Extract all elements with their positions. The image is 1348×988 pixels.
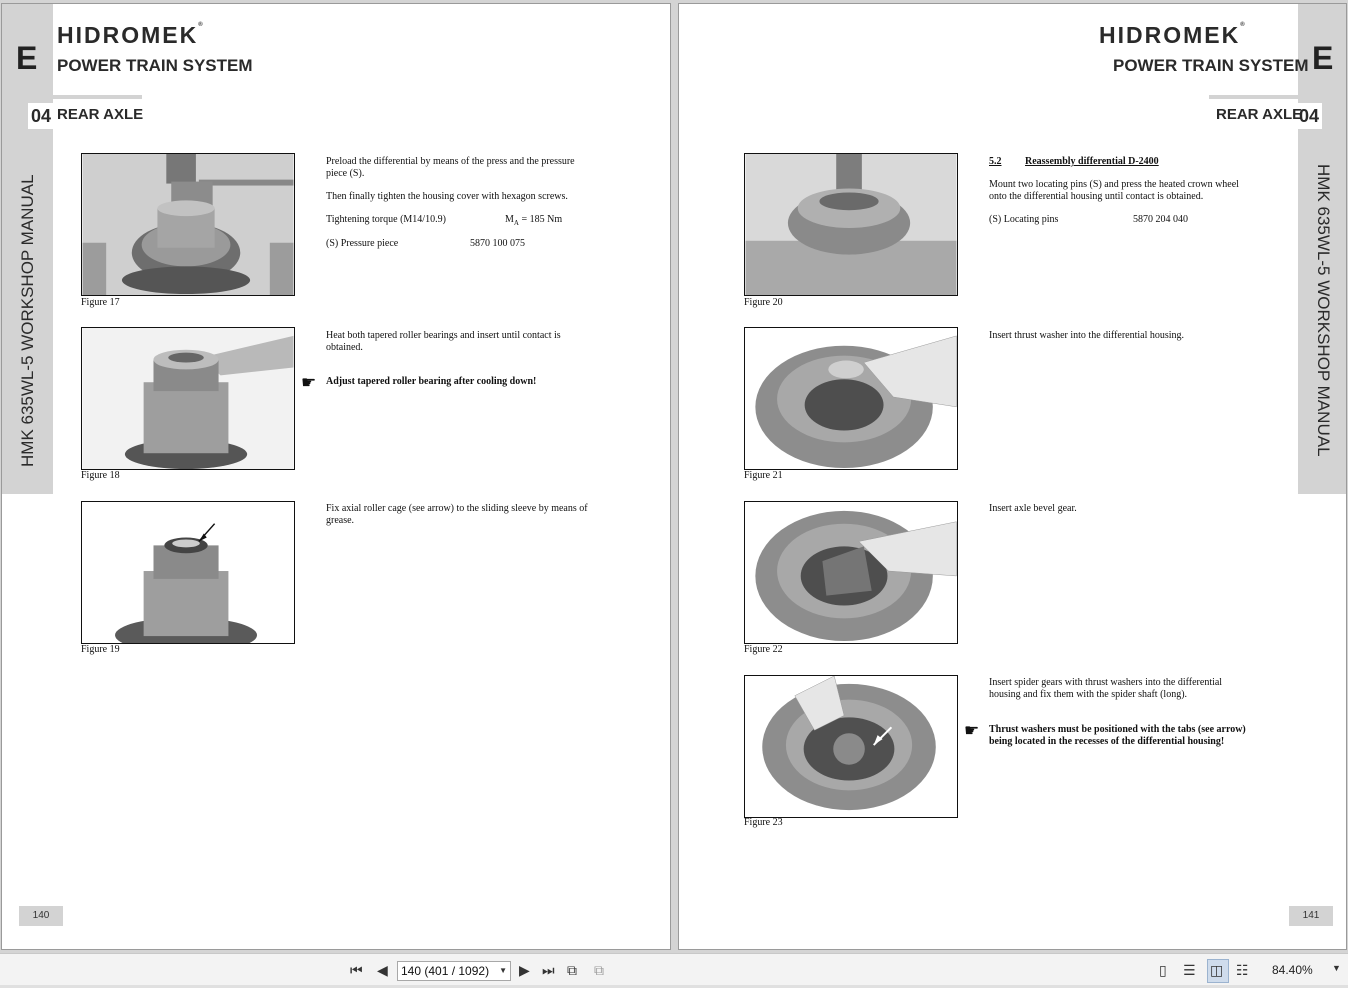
spider-gears-drawing bbox=[745, 676, 957, 817]
previous-page-icon[interactable]: ◀ bbox=[377, 963, 388, 979]
crown-wheel-press-drawing bbox=[745, 154, 957, 295]
viewer-toolbar bbox=[0, 953, 1348, 988]
tab-letter-right: E bbox=[1312, 40, 1334, 76]
manual-title: HMK 635WL-5 WORKSHOP MANUAL bbox=[18, 174, 37, 467]
figure-22-caption: Figure 22 bbox=[744, 644, 783, 655]
left-header-rule bbox=[2, 95, 142, 99]
brand-logo-right bbox=[1099, 22, 1245, 49]
brand-name-right: HIDROMEK bbox=[1099, 22, 1241, 48]
left-page bbox=[1, 3, 671, 950]
figure-23-caption: Figure 23 bbox=[744, 817, 783, 828]
figure-17-caption: Figure 17 bbox=[81, 297, 120, 308]
chapter-title-right: REAR AXLE bbox=[1216, 106, 1303, 123]
page-number-value: 140 (401 / 1092) bbox=[401, 964, 490, 978]
chevron-down-icon[interactable]: ▼ bbox=[499, 966, 507, 975]
figure-20-image bbox=[744, 153, 958, 296]
bevel-gear-drawing bbox=[745, 502, 957, 643]
torque-label: Tightening torque (M14/10.9) bbox=[326, 214, 446, 225]
manual-title-right: HMK 635WL-5 WORKSHOP MANUAL bbox=[1314, 164, 1333, 457]
fig21-text: Insert thrust washer into the differential housing. bbox=[989, 330, 1185, 341]
zoom-level[interactable]: 84.40% bbox=[1272, 963, 1313, 977]
torque-symbol: M bbox=[505, 214, 514, 225]
figure-23-image bbox=[744, 675, 958, 818]
brand-mark: ® bbox=[198, 22, 203, 28]
fig17-text-preload: Preload the differential by means of the press and the pressure piece (S). bbox=[326, 156, 575, 179]
section-title-right: POWER TRAIN SYSTEM bbox=[1113, 56, 1309, 75]
tool-label: (S) Pressure piece bbox=[326, 238, 399, 249]
previous-view-icon[interactable]: ⧉ bbox=[567, 963, 577, 979]
heading-title: Reassembly differential D-2400 bbox=[1025, 156, 1159, 167]
figure-21-caption: Figure 21 bbox=[744, 470, 783, 481]
fig22-text: Insert axle bevel gear. bbox=[989, 503, 1077, 514]
next-page-icon[interactable]: ▶ bbox=[519, 963, 530, 979]
continuous-facing-view-icon[interactable]: ☷ bbox=[1236, 963, 1249, 979]
figure-19-image bbox=[81, 501, 295, 644]
right-header-rule bbox=[1209, 95, 1347, 99]
tool-label-right: (S) Locating pins bbox=[989, 214, 1059, 225]
pointing-hand-icon-right: ☛ bbox=[964, 721, 980, 740]
tab-letter: E bbox=[16, 40, 38, 76]
facing-view-icon[interactable]: ◫ bbox=[1210, 963, 1224, 979]
chapter-number: 04 bbox=[28, 103, 54, 129]
last-page-icon[interactable]: ⏭ bbox=[542, 963, 555, 979]
page-number-field[interactable] bbox=[397, 961, 511, 981]
torque-subscript: A bbox=[513, 219, 519, 227]
figure-20-caption: Figure 20 bbox=[744, 297, 783, 308]
fig18-note: Adjust tapered roller bearing after cooling down! bbox=[326, 376, 537, 387]
first-page-icon[interactable]: ⏮ bbox=[350, 963, 363, 979]
fig18-text-heat: Heat both tapered roller bearings and insert until contact is obtained. bbox=[326, 330, 561, 353]
zoom-dropdown-icon[interactable]: ▼ bbox=[1332, 963, 1341, 973]
thrust-washer-drawing bbox=[745, 328, 957, 469]
fig23-note: Thrust washers must be positioned with the tabs (see arrow) being located in the recesses of the differential housing! bbox=[989, 724, 1246, 747]
fig17-text-tighten: Then finally tighten the housing cover with hexagon screws. bbox=[326, 191, 568, 202]
figure-17-image bbox=[81, 153, 295, 296]
torque-amount: = 185 Nm bbox=[518, 214, 563, 225]
roller-cage-drawing bbox=[82, 502, 294, 643]
fig19-text-fix: Fix axial roller cage (see arrow) to the sliding sleeve by means of grease. bbox=[326, 503, 588, 526]
pointing-hand-icon: ☛ bbox=[301, 373, 317, 392]
chapter-number-right: 04 bbox=[1296, 103, 1322, 129]
torque-value bbox=[505, 214, 562, 229]
section-title: POWER TRAIN SYSTEM bbox=[57, 56, 253, 75]
bearing-insert-drawing bbox=[82, 328, 294, 469]
page-number-left: 140 bbox=[19, 906, 63, 926]
tool-number-right: 5870 204 040 bbox=[1133, 214, 1188, 225]
brand-name: HIDROMEK bbox=[57, 22, 199, 48]
fig20-text-mount: Mount two locating pins (S) and press the heated crown wheel onto the differential housing until contact is obtained. bbox=[989, 179, 1239, 202]
figure-18-caption: Figure 18 bbox=[81, 470, 120, 481]
continuous-view-icon[interactable]: ☰ bbox=[1183, 963, 1196, 979]
figure-22-image bbox=[744, 501, 958, 644]
page-number-right: 141 bbox=[1289, 906, 1333, 926]
brand-logo bbox=[57, 22, 203, 49]
single-page-view-icon[interactable]: ▯ bbox=[1159, 963, 1167, 979]
right-page bbox=[678, 3, 1347, 950]
chapter-title: REAR AXLE bbox=[57, 106, 144, 123]
tool-number: 5870 100 075 bbox=[470, 238, 525, 249]
fig23-text: Insert spider gears with thrust washers into the differential housing and fix them with the spider shaft (long). bbox=[989, 677, 1223, 700]
figure-21-image bbox=[744, 327, 958, 470]
figure-18-image bbox=[81, 327, 295, 470]
next-view-icon[interactable]: ⧉ bbox=[594, 963, 604, 979]
brand-mark-right: ® bbox=[1240, 22, 1245, 28]
figure-19-caption: Figure 19 bbox=[81, 644, 120, 655]
heading-number: 5.2 bbox=[989, 156, 1002, 167]
press-differential-drawing bbox=[82, 154, 294, 295]
